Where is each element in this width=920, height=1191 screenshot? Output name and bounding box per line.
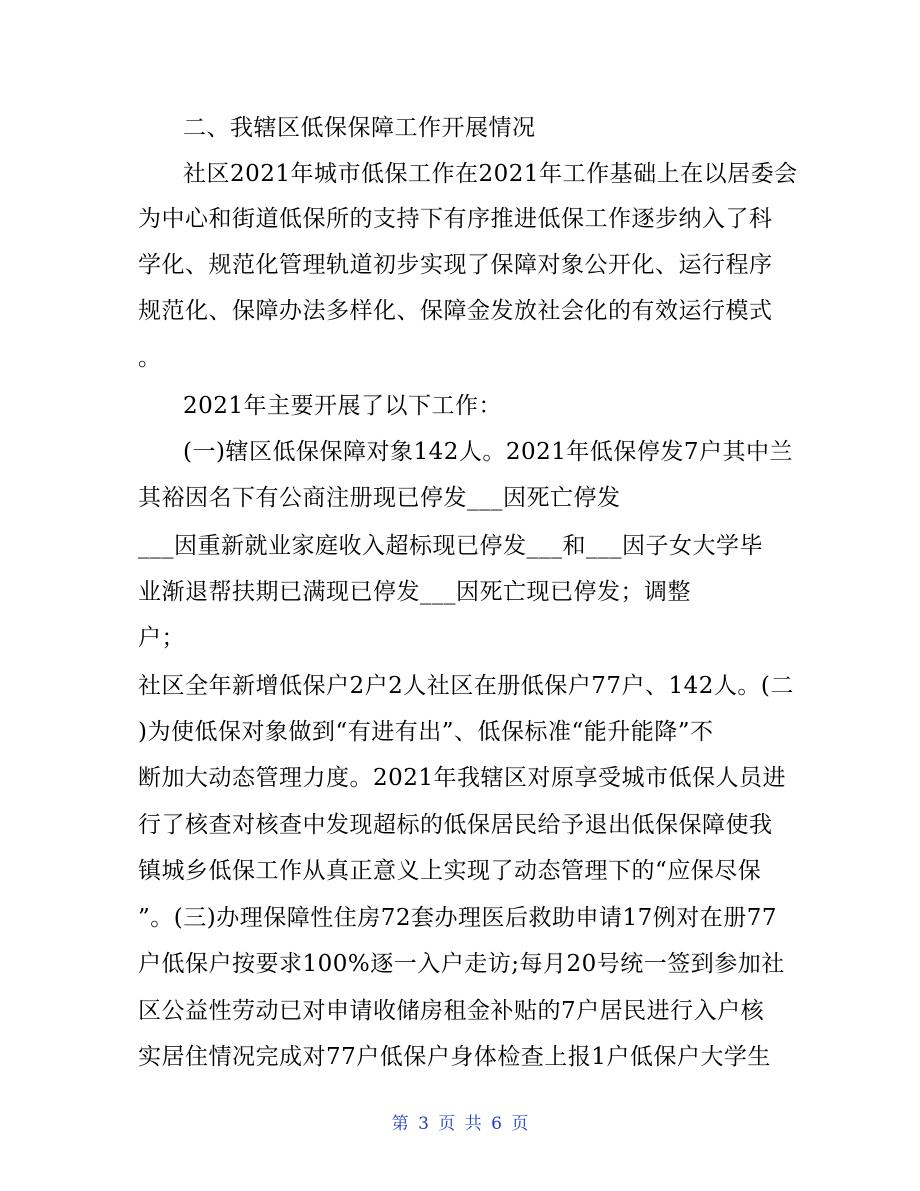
paragraph-line: 业渐退帮扶期已满现已停发___因死亡现已停发；调整 [138, 579, 691, 605]
paragraph-line: )为使低保对象做到“有进有出”、低保标准“能升能降”不 [138, 719, 714, 745]
paragraph-line: 行了核查对核查中发现超标的低保居民给予退出低保保障使我 [138, 812, 773, 838]
paragraph-line: 学化、规范化管理轨道初步实现了保障对象公开化、运行程序 [138, 252, 773, 278]
paragraph-line: ”。(三)办理保障性住房72套办理医后救助申请17例对在册77 [138, 905, 778, 931]
paragraph-line: ___因重新就业家庭收入超标现已停发___和___因子女大学毕 [138, 533, 763, 559]
paragraph-line: (一)辖区低保保障对象142人。2021年低保停发7户其中兰 [183, 439, 794, 465]
paragraph-line: 为中心和街道低保所的支持下有序推进低保工作逐步纳入了科 [138, 206, 773, 232]
paragraph-line: 社区2021年城市低保工作在2021年工作基础上在以居委会 [183, 161, 798, 187]
paragraph-line: 断加大动态管理力度。2021年我辖区对原享受城市低保人员进 [138, 765, 787, 791]
paragraph-line: 2021年主要开展了以下工作： [183, 393, 503, 419]
paragraph-line: 社区全年新增低保户2户2人社区在册低保户77户、142人。(二 [138, 673, 794, 699]
page-number-footer: 第 3 页 共 6 页 [391, 1114, 529, 1134]
paragraph-line: 镇城乡低保工作从真正意义上实现了动态管理下的“应保尽保 [138, 858, 762, 884]
paragraph-line: 实居住情况完成对77户低保户身体检查上报1户低保户大学生 [138, 1044, 771, 1070]
paragraph-line: 户低保户按要求100%逐一入户走访;每月20号统一签到参加社 [138, 951, 785, 977]
paragraph-line: 。 [138, 345, 162, 371]
paragraph-line: 户； [138, 625, 185, 651]
paragraph-line: 其裕因名下有公商注册现已停发___因死亡停发 [138, 485, 621, 511]
section-heading: 二、我辖区低保保障工作开展情况 [183, 115, 536, 141]
paragraph-line: 规范化、保障办法多样化、保障金发放社会化的有效运行模式 [138, 298, 773, 324]
paragraph-line: 区公益性劳动已对申请收储房租金补贴的7户居民进行入户核 [138, 998, 765, 1024]
